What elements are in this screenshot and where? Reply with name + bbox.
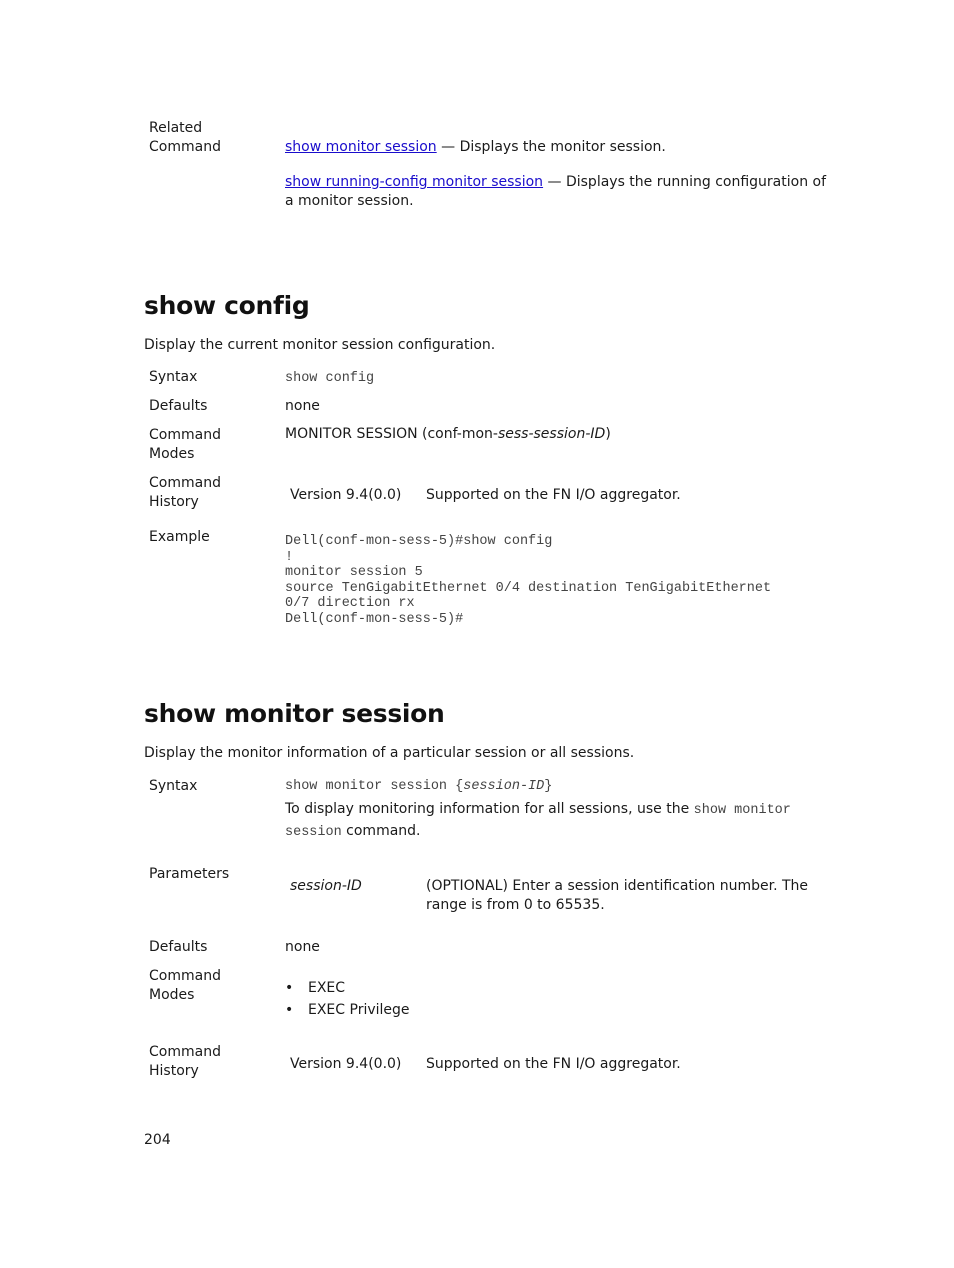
show-monitor-session-history-desc: Supported on the FN I/O aggregator. [426, 1056, 681, 1072]
defaults-label: Defaults [149, 939, 208, 955]
list-item: • EXEC Privilege [285, 1001, 830, 1020]
show-config-example-code: Dell(conf-mon-sess-5)#show config ! monitor session 5 source TenGigabitEthernet 0/4 destination TenGigabitEthernet 0/7 direction rx Dell(conf-mon-sess-5)# [285, 534, 772, 627]
page-number: 204 [144, 1132, 171, 1148]
show-monitor-session-syntax-note: To display monitoring information for all sessions, use the show monitor session command. [285, 801, 791, 840]
show-monitor-session-syntax: show monitor session {session-ID} [285, 779, 553, 794]
show-config-history-desc: Supported on the FN I/O aggregator. [426, 487, 681, 503]
command-history-label: Command History [149, 475, 221, 510]
command-history-label: Command History [149, 1044, 221, 1079]
list-item: • EXEC [285, 979, 830, 998]
show-monitor-session-description: Display the monitor information of a particular session or all sessions. [144, 745, 635, 761]
show-config-modes: MONITOR SESSION (conf-mon-sess-session-ID) [285, 426, 611, 442]
related-item-2: show running-config monitor session — Displays the running configuration of a monitor session. [285, 174, 827, 209]
param-desc-session-id: (OPTIONAL) Enter a session identification number. The range is from 0 to 65535. [426, 878, 809, 913]
section-title-show-monitor-session: show monitor session [144, 699, 445, 728]
show-config-description: Display the current monitor session configuration. [144, 337, 496, 353]
show-monitor-session-history-version: Version 9.4(0.0) [290, 1056, 402, 1072]
link-show-monitor-session[interactable]: show monitor session [285, 139, 437, 155]
parameters-label: Parameters [149, 866, 230, 882]
show-config-defaults: none [285, 398, 320, 414]
link-show-running-config-monitor-session[interactable]: show running-config monitor session [285, 174, 544, 190]
syntax-label: Syntax [149, 778, 198, 794]
defaults-label: Defaults [149, 398, 208, 414]
show-monitor-session-defaults: none [285, 939, 320, 955]
section-title-show-config: show config [144, 291, 310, 320]
related-item-1: show monitor session — Displays the monitor session. [285, 139, 666, 155]
command-modes-label: Command Modes [149, 968, 221, 1003]
syntax-label: Syntax [149, 369, 198, 385]
show-monitor-session-modes-list [285, 979, 830, 1023]
command-modes-label: Command Modes [149, 427, 221, 462]
show-config-history-version: Version 9.4(0.0) [290, 487, 402, 503]
example-label: Example [149, 529, 210, 545]
show-config-syntax: show config [285, 371, 375, 386]
related-command-label: Related Command [149, 120, 221, 155]
param-name-session-id: session-ID [290, 878, 362, 894]
